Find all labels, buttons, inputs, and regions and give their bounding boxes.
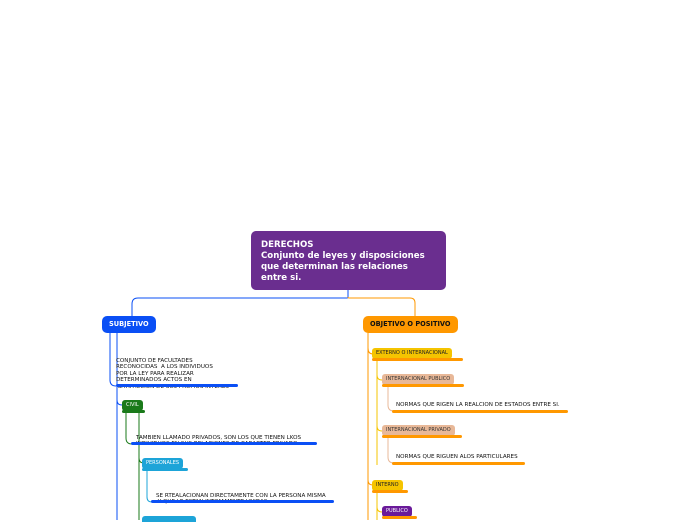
node-externo-internacional[interactable]: EXTERNO O INTERNACIONAL [372,348,452,359]
internacional-publico-underline [382,384,464,387]
root-line-3: entre si. [261,273,302,283]
node-civil[interactable]: CIVIL [122,400,143,411]
externo-underline [372,358,463,361]
subjetivo-definition-line-2: RECONOCIDAS A LOS INDIVIDUOS [116,364,213,371]
interno-underline [372,490,408,493]
publico-interno-underline [382,516,417,519]
internacional-privado-underline [382,435,462,438]
internacional-publico-description-underline [392,410,568,413]
personales-underline [142,468,188,471]
node-internacional-publico[interactable]: INTERNACIONAL PUBLICO [382,374,454,385]
node-subjetivo[interactable]: SUBJETIVO [102,316,156,333]
personales-description-line-1: SE RTEALACIONAN DIRECTAMENTE CON LA PERSONA MISMA [156,492,326,499]
root-line-1: Conjunto de leyes y disposiciones [261,251,425,261]
personales-description-underline [151,500,334,503]
internacional-privado-description-underline [392,462,525,465]
subjetivo-definition-underline [116,384,238,387]
civil-underline [122,410,145,413]
civil-description-underline [131,442,317,445]
internacional-privado-description[interactable]: NORMAS QUE RIGUEN ALOS PARTICULARES [396,454,518,460]
subjetivo-definition-line-4: DETERMINADOS ACTOS EN [116,377,192,384]
node-internacional-privado[interactable]: INTERNACIONAL PRIVADO [382,425,455,436]
subjetivo-definition-line-1: CONJUNTO DE FACULTADES [116,357,193,364]
internacional-publico-description[interactable]: NORMAS QUE RIGEN LA REALCION DE ESTADOS ENTRE SI. [396,402,560,408]
node-personales[interactable]: PERSONALES [142,458,183,469]
node-publico-interno[interactable]: PUBLICO [382,506,412,517]
node-objetivo-positivo[interactable]: OBJETIVO O POSITIVO [363,316,458,333]
subjetivo-definition-line-3: POR LA LEY PARA REALIZAR [116,370,194,377]
node-partial-bottom[interactable] [142,516,196,522]
root-line-2: que determinan las relaciones [261,262,408,272]
civil-description-line-1: TAMBIEN LLAMADO PRIVADOS, SON LOS QUE TIENEN LKOS [136,434,302,441]
root-title: DERECHOS [261,240,314,250]
root-node-derechos[interactable] [251,231,446,290]
node-interno[interactable]: INTERNO [372,480,403,491]
